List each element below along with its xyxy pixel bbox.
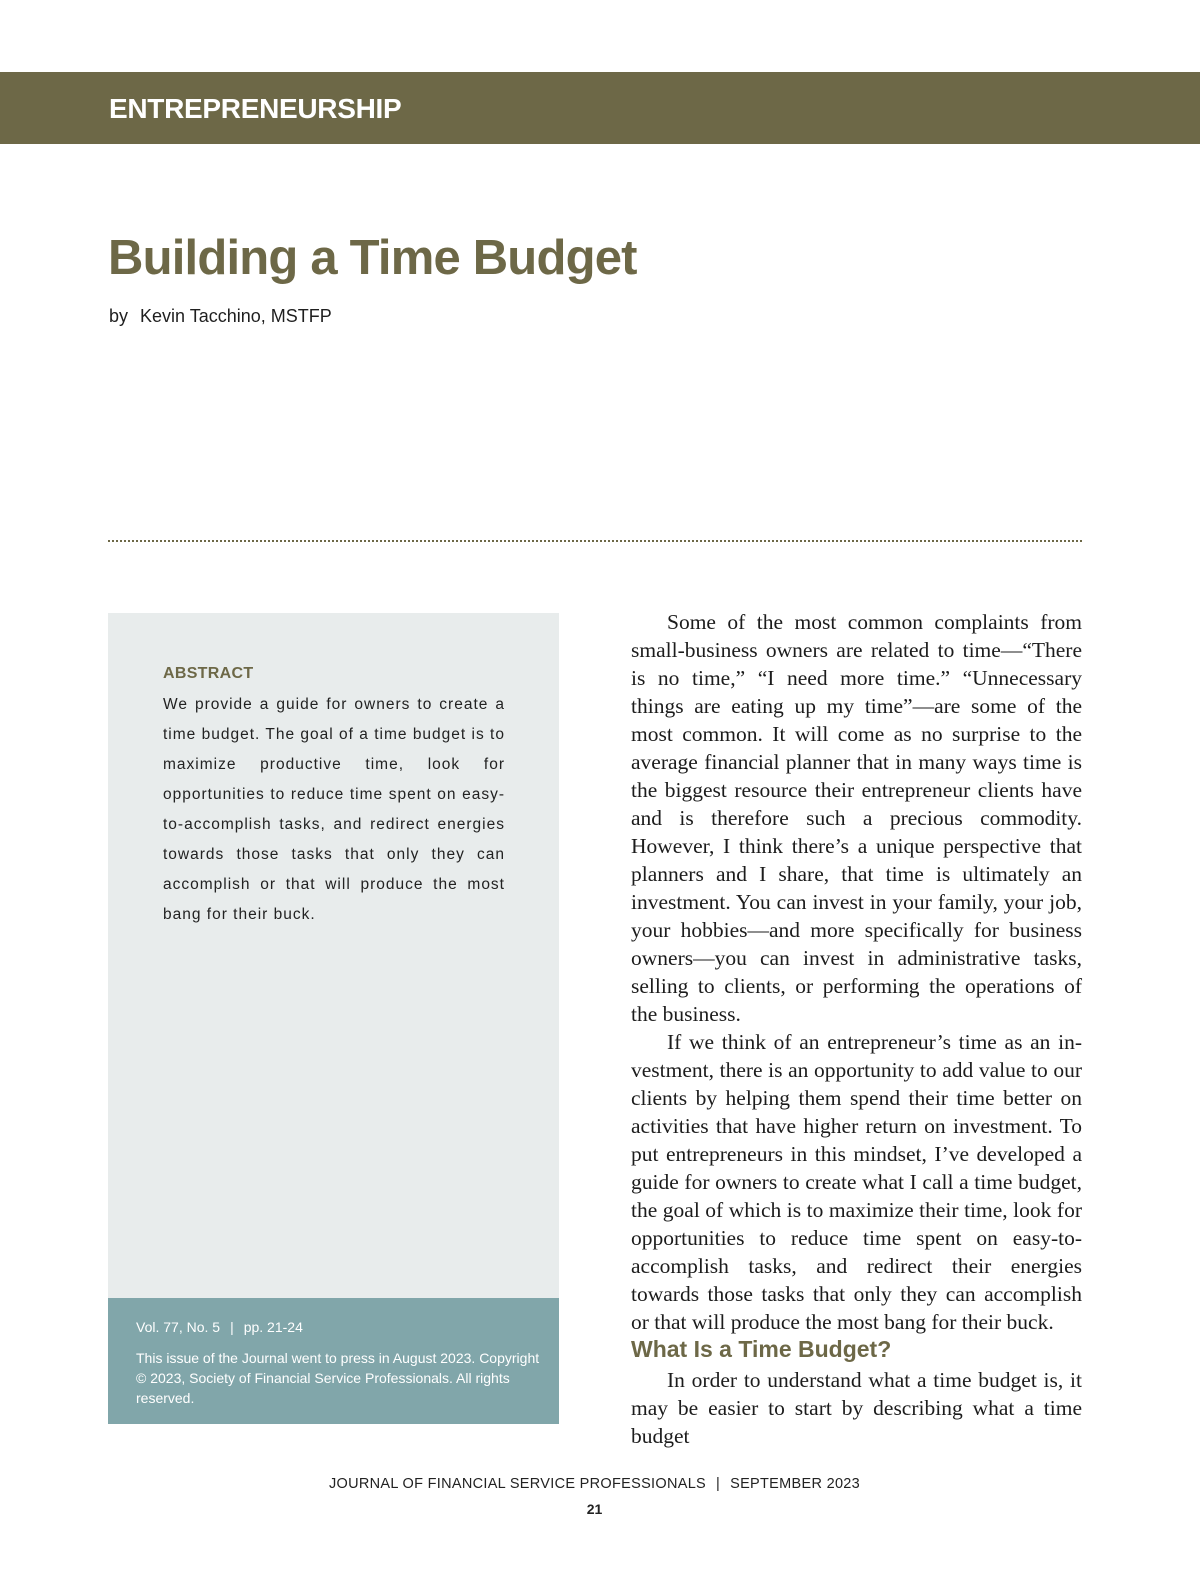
- abstract-text: We provide a guide for owners to create a time budget. The goal of a time budget is to maximize productive time, look for opportunities to reduce time spent on easy-to-accomplish tasks, and redirect energies towards those tasks that only they can accomplish or that will produce the most bang for their buck.: [163, 696, 505, 923]
- author-name: Kevin Tacchino, MSTFP: [140, 306, 332, 326]
- volume-number: Vol. 77, No. 5: [136, 1319, 221, 1335]
- section-label: ENTREPRENEURSHIP: [109, 93, 402, 124]
- page-number: 21: [586, 1501, 603, 1517]
- body-paragraph: Some of the most common complaints from small-business owners are related to time—“There is no time,” “I need more time.” “Unnecessary things are eating up my time”—are some of the most common. It will come as no surprise to the average financial planner that in many ways time is the biggest resource their entrepreneur clients have and is therefore such a precious commodity. However, I think there’s a unique perspective that planners and I share, that time is ultimately an investment. You can invest in your family, your job, your hobbies—and more specifically for business owners—you can invest in administrative tasks, selling to clients, or performing the operations of the business.: [631, 610, 1082, 1026]
- volume-info: [136, 1318, 303, 1336]
- section-heading: What Is a Time Budget?: [631, 1336, 892, 1362]
- byline: [109, 304, 332, 328]
- issue-date: SEPTEMBER 2023: [730, 1476, 861, 1492]
- dotted-divider: [108, 540, 1082, 542]
- article-title: Building a Time Budget: [108, 231, 637, 285]
- footer-separator: |: [716, 1476, 721, 1492]
- journal-name: JOURNAL OF FINANCIAL SERVICE PROFESSIONALS: [328, 1476, 707, 1492]
- body-column-continued: [631, 1366, 1082, 1450]
- press-note: This issue of the Journal went to press in August 2023. Copyright © 2023, Society of Financial Service Professionals. All rights reserved.: [136, 1350, 540, 1406]
- body-paragraph: In order to understand what a time budget is, it may be easier to start by describing what a time budget: [631, 1368, 1082, 1448]
- byline-prefix: by: [109, 306, 129, 326]
- body-column: [631, 608, 1082, 1336]
- body-paragraph: If we think of an entrepreneur’s time as an investment, there is an opportunity to add value to our clients by helping them spend their time better on activities that have higher return on investment. To put entrepreneurs in this mindset, I’ve developed a guide for owners to create what I call a time budget, the goal of which is to maximize their time, look for opportunities to reduce time spent on easy-to-accomplish tasks, and redirect their energies towards those tasks that only they can accomplish or that will produce the most bang for their buck.: [631, 1030, 1082, 1334]
- page-range: pp. 21-24: [243, 1319, 303, 1335]
- volume-separator: |: [230, 1319, 234, 1335]
- abstract-heading: ABSTRACT: [163, 665, 254, 682]
- running-footer: [0, 1475, 1189, 1493]
